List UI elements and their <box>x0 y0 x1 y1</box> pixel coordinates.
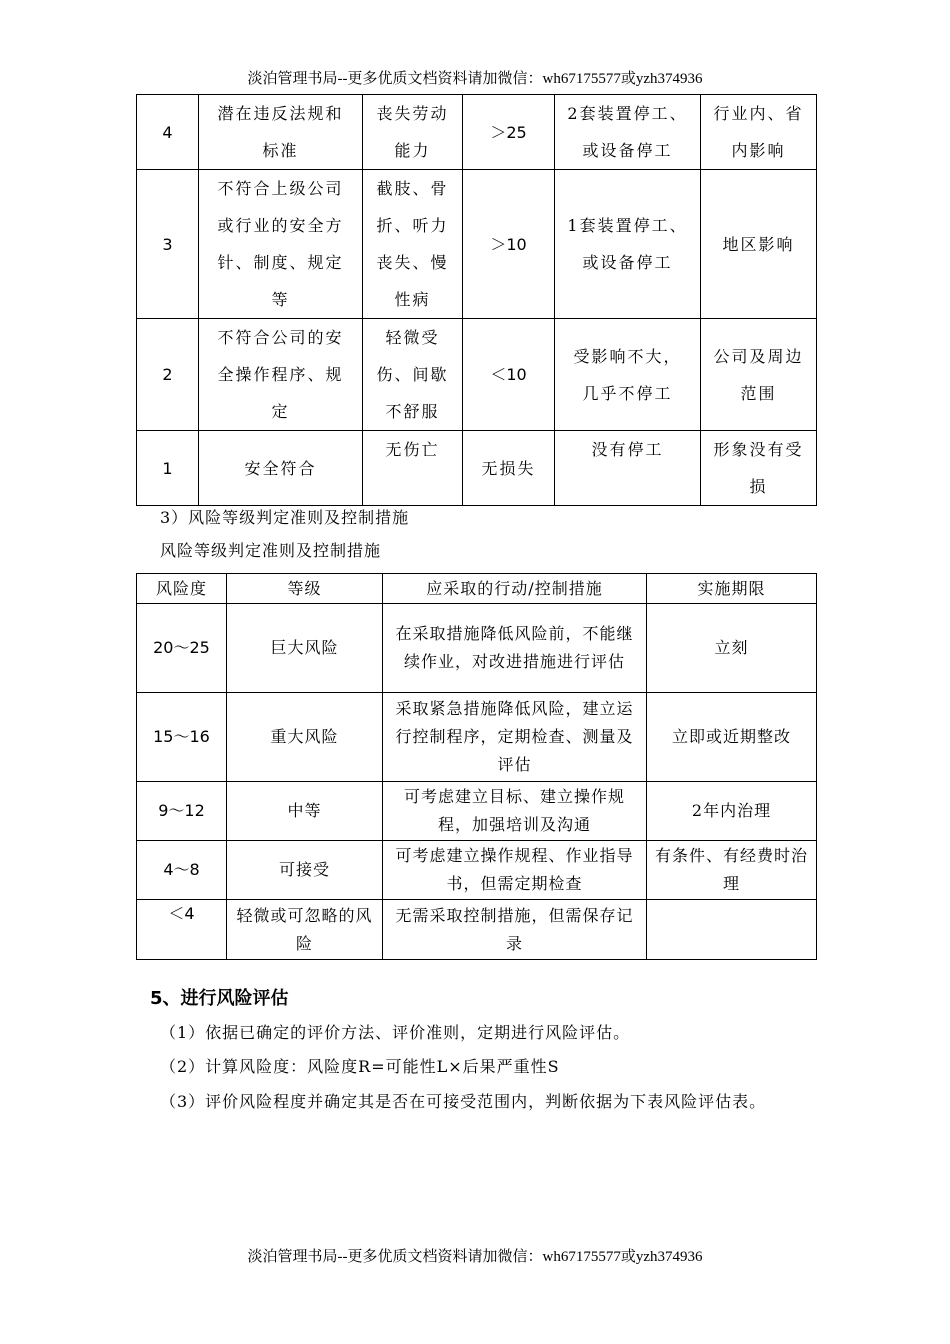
degree-cell: ＜4 <box>137 900 227 960</box>
action-cell: 采取紧急措施降低风险，建立运行控制程序，定期检查、测量及评估 <box>383 693 647 782</box>
action-cell: 无需采取控制措施，但需保存记录 <box>383 900 647 960</box>
action-cell: 可考虑建立目标、建立操作规程，加强培训及沟通 <box>383 782 647 841</box>
table-row <box>137 319 817 431</box>
loss-cell: ＞25 <box>463 95 555 170</box>
law-cell: 不符合上级公司或行业的安全方针、制度、规定等 <box>199 170 363 319</box>
grade-cell: 可接受 <box>227 841 383 900</box>
loss-cell: ＜10 <box>463 319 555 431</box>
section5-item: （3）评价风险程度并确定其是否在可接受范围内，判断依据为下表风险评估表。 <box>160 1092 767 1111</box>
deadline-cell: 有条件、有经费时治理 <box>647 841 817 900</box>
table-row <box>137 431 817 506</box>
action-cell: 在采取措施降低风险前，不能继续作业，对改进措施进行评估 <box>383 604 647 693</box>
impact-cell: 公司及周边范围 <box>701 319 817 431</box>
section3-title: 3）风险等级判定准则及控制措施 <box>160 508 410 527</box>
level-cell: 4 <box>137 95 199 170</box>
loss-cell: ＞10 <box>463 170 555 319</box>
level-cell: 2 <box>137 319 199 431</box>
grade-cell: 巨大风险 <box>227 604 383 693</box>
table-row <box>137 604 817 693</box>
degree-cell: 9～12 <box>137 782 227 841</box>
injury-cell: 丧失劳动能力 <box>363 95 463 170</box>
severity-table <box>136 94 817 506</box>
table-row <box>137 900 817 960</box>
level-cell: 3 <box>137 170 199 319</box>
section5-item: （1）依据已确定的评价方法、评价准则，定期进行风险评估。 <box>160 1023 631 1042</box>
stoppage-cell: 没有停工 <box>555 431 701 506</box>
grade-cell: 重大风险 <box>227 693 383 782</box>
degree-cell: 20～25 <box>137 604 227 693</box>
column-header: 等级 <box>227 574 383 604</box>
table-row <box>137 782 817 841</box>
degree-cell: 4～8 <box>137 841 227 900</box>
section5-item: （2）计算风险度：风险度R=可能性L×后果严重性S <box>160 1057 560 1076</box>
table-header-row <box>137 574 817 604</box>
degree-cell: 15～16 <box>137 693 227 782</box>
section5-heading: 5、进行风险评估 <box>150 988 289 1009</box>
law-cell: 安全符合 <box>199 431 363 506</box>
grade-cell: 轻微或可忽略的风险 <box>227 900 383 960</box>
page-footer: 淡泊管理书局--更多优质文档资料请加微信：wh67175577或yzh374936 <box>247 1249 703 1265</box>
stoppage-cell: 2套装置停工、或设备停工 <box>555 95 701 170</box>
risk-level-table <box>136 573 817 960</box>
deadline-cell <box>647 900 817 960</box>
deadline-cell: 立刻 <box>647 604 817 693</box>
stoppage-cell: 1套装置停工、或设备停工 <box>555 170 701 319</box>
deadline-cell: 立即或近期整改 <box>647 693 817 782</box>
grade-cell: 中等 <box>227 782 383 841</box>
impact-cell: 地区影响 <box>701 170 817 319</box>
injury-cell: 轻微受伤、间歇不舒服 <box>363 319 463 431</box>
table-row <box>137 841 817 900</box>
deadline-cell: 2年内治理 <box>647 782 817 841</box>
table-row <box>137 95 817 170</box>
law-cell: 潜在违反法规和标准 <box>199 95 363 170</box>
law-cell: 不符合公司的安全操作程序、规定 <box>199 319 363 431</box>
impact-cell: 形象没有受损 <box>701 431 817 506</box>
column-header: 风险度 <box>137 574 227 604</box>
impact-cell: 行业内、省内影响 <box>701 95 817 170</box>
injury-cell: 无伤亡 <box>363 431 463 506</box>
table-row <box>137 693 817 782</box>
action-cell: 可考虑建立操作规程、作业指导书，但需定期检查 <box>383 841 647 900</box>
column-header: 实施期限 <box>647 574 817 604</box>
table-row <box>137 170 817 319</box>
injury-cell: 截肢、骨折、听力丧失、慢性病 <box>363 170 463 319</box>
stoppage-cell: 受影响不大，几乎不停工 <box>555 319 701 431</box>
page-header: 淡泊管理书局--更多优质文档资料请加微信：wh67175577或yzh374936 <box>247 71 703 87</box>
section3-subtitle: 风险等级判定准则及控制措施 <box>160 541 382 560</box>
column-header: 应采取的行动/控制措施 <box>383 574 647 604</box>
level-cell: 1 <box>137 431 199 506</box>
loss-cell: 无损失 <box>463 431 555 506</box>
